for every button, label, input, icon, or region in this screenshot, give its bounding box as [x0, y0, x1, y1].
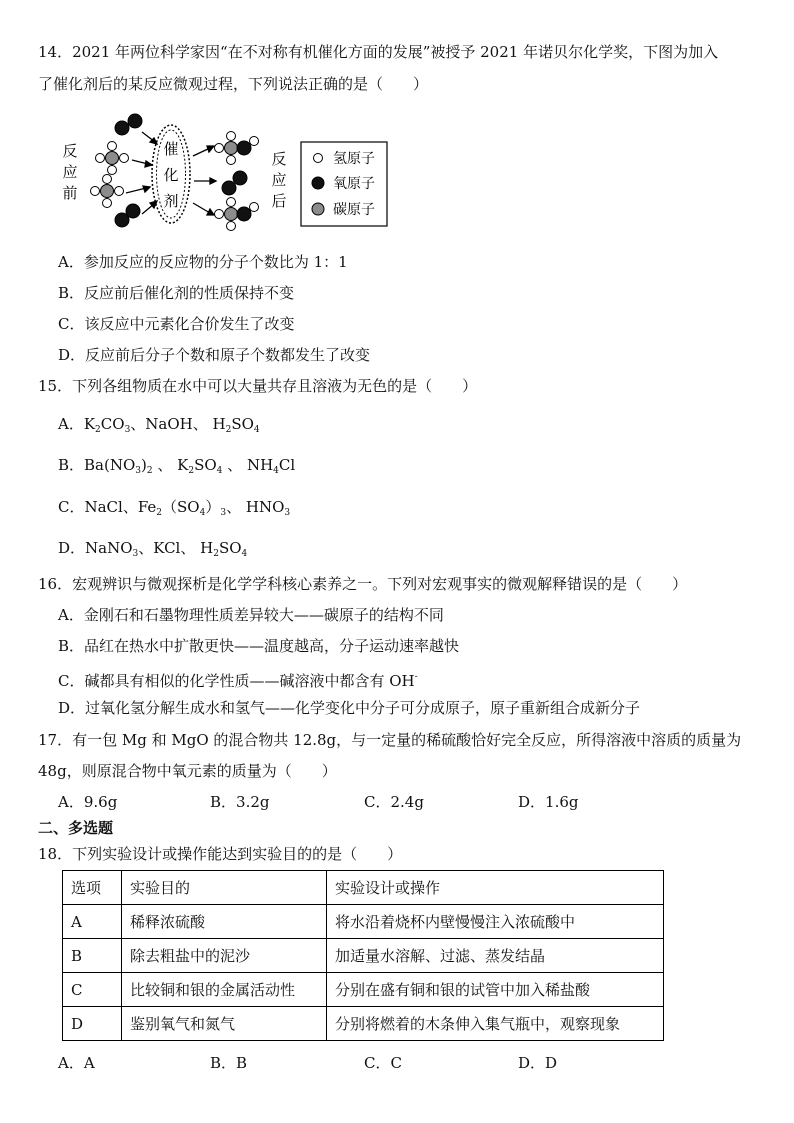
q15-option-c: C．NaCl、$Fe_2(SO_4)_3$、 $HNO_3$: [58, 498, 291, 518]
q14-option-d: D．反应前后分子个数和原子个数都发生了改变: [58, 346, 371, 364]
q14-option-c: C．该反应中元素化合价发生了改变: [58, 315, 295, 333]
o2-molecule-product: [222, 171, 247, 195]
methanol-molecule-1: [215, 132, 259, 165]
q14-stem-line1: 14．2021 年两位科学家因“在不对称有机催化方面的发展”被授予 2021 年诺贝尔化学奖，下图为加入: [38, 43, 719, 61]
legend-hydrogen: 氢原子: [333, 151, 375, 167]
table-cell: C: [63, 973, 122, 1007]
q15-option-d: D．NaNO$_3$、KCl、 $H_2SO_4$: [58, 539, 248, 559]
after-label-1: 反: [271, 150, 287, 168]
table-row: [63, 973, 664, 1007]
q15-stem: 15．下列各组物质在水中可以大量共存且溶液为无色的是（ ）: [38, 377, 478, 395]
q14-stem-line2: 了催化剂后的某反应微观过程，下列说法正确的是（ ）: [38, 75, 429, 93]
q16-option-d: D．过氧化氢分解生成水和氢气——化学变化中分子可分成原子，原子重新组合成新分子: [58, 699, 641, 717]
table-cell: 将水沿着烧杯内壁慢慢注入浓硫酸中: [327, 905, 664, 939]
table-cell: 除去粗盐中的泥沙: [122, 939, 327, 973]
before-label-2: 应: [62, 163, 78, 181]
o2-molecule-bottom: [115, 204, 140, 227]
table-cell: A: [63, 905, 122, 939]
oxygen-atom-icon: [312, 177, 324, 189]
section-heading: 二、多选题: [38, 819, 114, 837]
table-row: [63, 939, 664, 973]
q15-option-b: B．$Ba(NO_3)_2$ 、 $K_2SO_4$ 、 $NH_4Cl$: [58, 456, 296, 476]
legend-oxygen: 氧原子: [333, 176, 375, 192]
table-row: [63, 1007, 664, 1041]
table-header-row: [63, 871, 664, 905]
q17-stem-line2: 48g，则原混合物中氧元素的质量为（ ）: [38, 762, 337, 780]
table-cell: 分别在盛有铜和银的试管中加入稀盐酸: [327, 973, 664, 1007]
table-cell: 加适量水溶解、过滤、蒸发结晶: [327, 939, 664, 973]
q18-option-d: D．D: [518, 1054, 558, 1072]
table-cell: B: [63, 939, 122, 973]
q14-option-a: A．参加反应的反应物的分子个数比为 1：1: [58, 253, 348, 271]
table-cell: D: [63, 1007, 122, 1041]
q15-option-a: A．$K_2CO_3$、NaOH、 $H_2SO_4$: [58, 415, 260, 435]
table-cell: 分别将燃着的木条伸入集气瓶中，观察现象: [327, 1007, 664, 1041]
carbon-atom-icon: [312, 203, 324, 215]
q17-option-c: C．2.4g: [364, 793, 424, 811]
table-cell: 稀释浓硫酸: [122, 905, 327, 939]
q18-table: [62, 870, 664, 1041]
q17-option-b: B．3.2g: [210, 793, 270, 811]
table-header-cell: 选项: [63, 871, 122, 905]
q17-option-a: A．9.6g: [58, 793, 118, 811]
q16-option-a: A．金刚石和石墨物理性质差异较大——碳原子的结构不同: [58, 606, 444, 624]
table-header-cell: 实验目的: [122, 871, 327, 905]
hydrogen-atom-icon: [314, 154, 323, 163]
q16-stem: 16．宏观辨识与微观探析是化学学科核心素养之一。下列对宏观事实的微观解释错误的是（ ）: [38, 575, 688, 593]
table-cell: 比较铜和银的金属活动性: [122, 973, 327, 1007]
after-label-2: 应: [271, 171, 287, 189]
table-row: [63, 905, 664, 939]
q18-stem: 18．下列实验设计或操作能达到实验目的的是（ ）: [38, 845, 403, 863]
methane-molecule-2: [91, 175, 124, 208]
q18-option-b: B．B: [210, 1054, 248, 1072]
q14-option-b: B．反应前后催化剂的性质保持不变: [58, 284, 295, 302]
o2-molecule-top: [115, 114, 142, 135]
catalyst-label-1: 催: [163, 140, 179, 158]
table-header-cell: 实验设计或操作: [327, 871, 664, 905]
after-label-3: 后: [271, 192, 287, 210]
table-cell: 鉴别氧气和氮气: [122, 1007, 327, 1041]
arrows-out: [193, 146, 216, 215]
catalyst-label-3: 剂: [163, 192, 179, 210]
q16-option-c: C．碱都具有相似的化学性质——碱溶液中都含有 OH-: [58, 672, 418, 690]
legend-box: [301, 142, 387, 226]
q18-option-c: C．C: [364, 1054, 402, 1072]
before-label-1: 反: [62, 142, 78, 160]
q17-option-d: D．1.6g: [518, 793, 579, 811]
catalyst-label-2: 化: [163, 166, 179, 184]
q18-option-a: A．A: [58, 1054, 95, 1072]
methane-molecule-1: [96, 142, 129, 175]
q17-stem-line1: 17．有一包 Mg 和 MgO 的混合物共 12.8g，与一定量的稀硫酸恰好完全反应，所得溶液中溶质的质量为: [38, 731, 742, 749]
before-label-3: 前: [62, 184, 78, 202]
methanol-molecule-2: [215, 198, 259, 231]
reaction-diagram: [60, 108, 400, 234]
q16-option-b: B．品红在热水中扩散更快——温度越高，分子运动速率越快: [58, 637, 460, 655]
legend-carbon: 碳原子: [333, 202, 375, 218]
